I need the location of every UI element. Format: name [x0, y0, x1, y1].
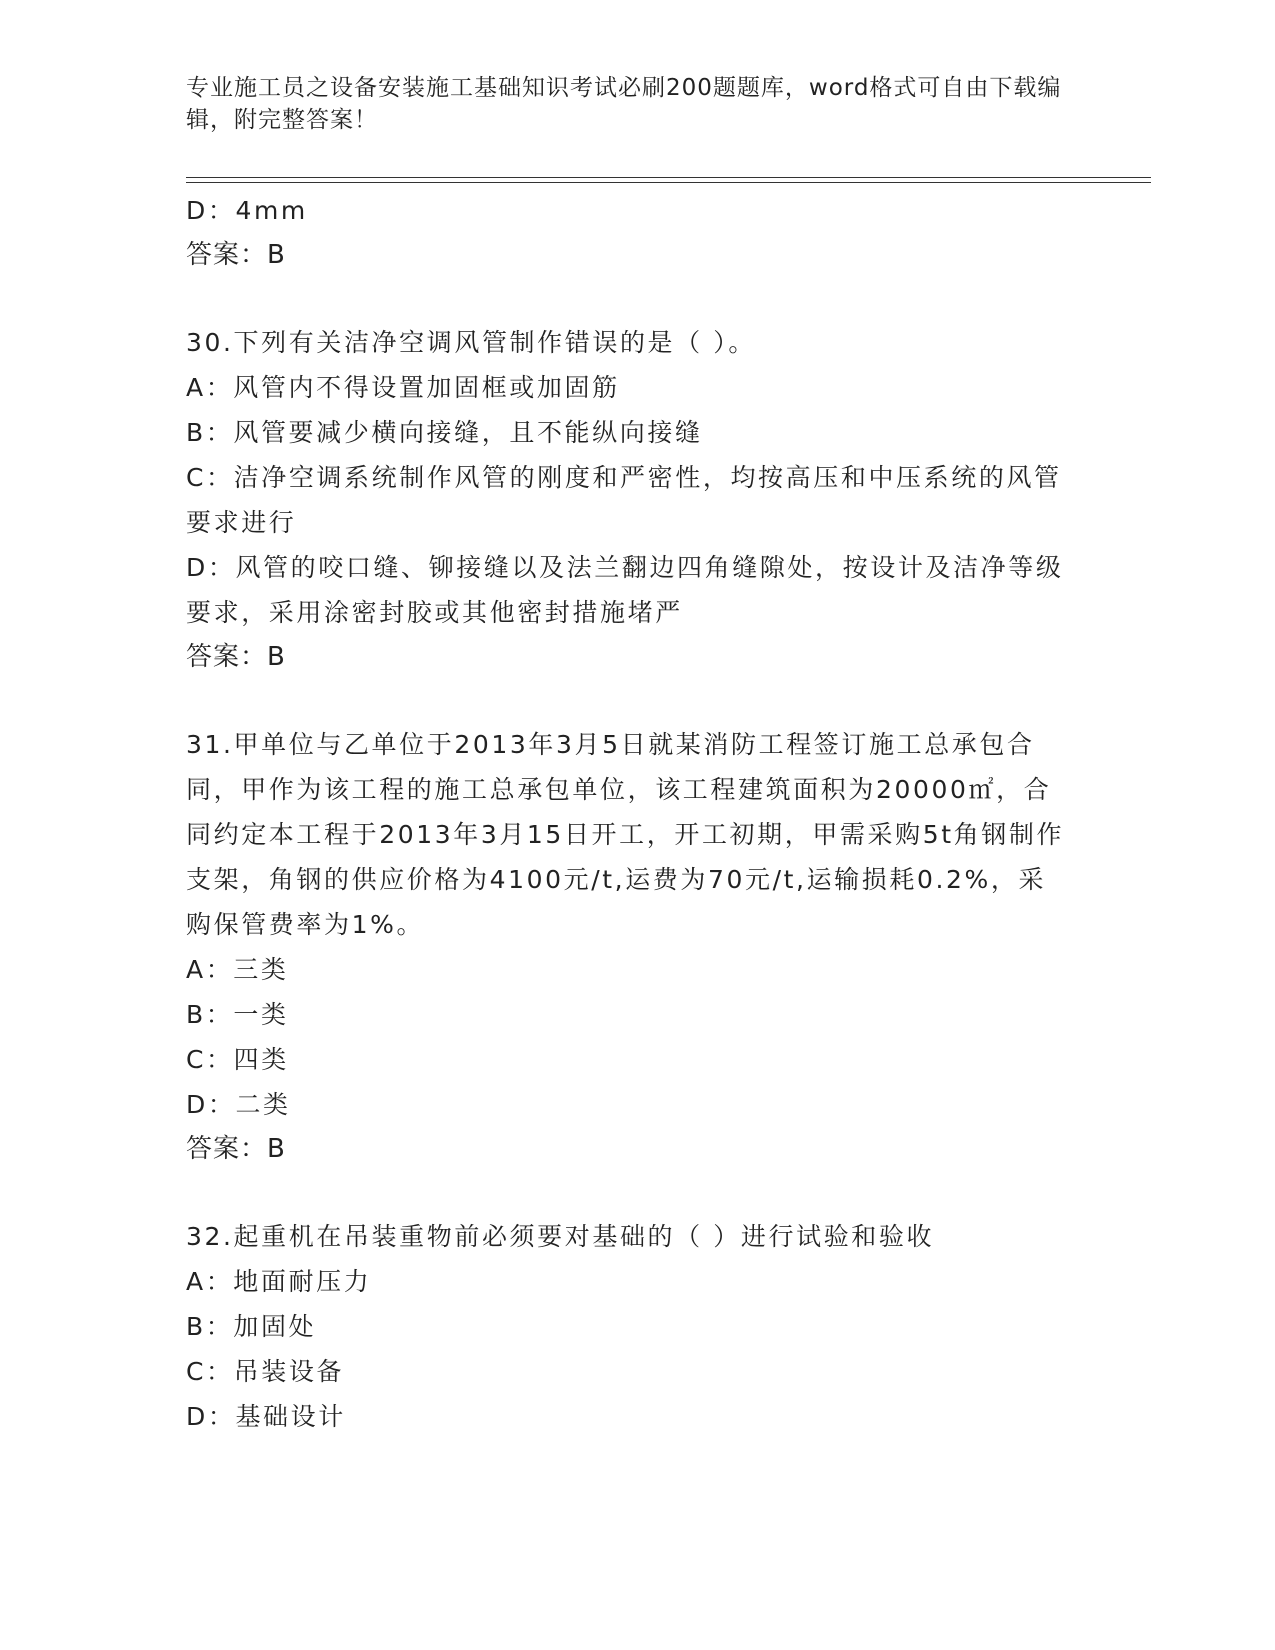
- option-c: C：吊装设备: [186, 1357, 345, 1386]
- header-divider-top: [186, 177, 1151, 178]
- question-stem: 32.起重机在吊装重物前必须要对基础的（ ）进行试验和验收: [186, 1222, 935, 1251]
- answer-label: 答案：B: [186, 642, 286, 672]
- option-a: A：地面耐压力: [186, 1267, 372, 1296]
- option-a: A：风管内不得设置加固框或加固筋: [186, 373, 620, 402]
- answer-label: 答案：B: [186, 240, 286, 270]
- question-30: [186, 320, 1086, 680]
- option-c: C：四类: [186, 1045, 289, 1074]
- option-b: B：一类: [186, 1000, 289, 1029]
- question-32: [186, 1214, 1086, 1439]
- option-d: D：风管的咬口缝、铆接缝以及法兰翻边四角缝隙处，按设计及洁净等级要求，采用涂密封胶或其他密封措施堵严: [186, 553, 1064, 627]
- header-divider-bottom: [186, 182, 1151, 183]
- option-c: C：洁净空调系统制作风管的刚度和严密性，均按高压和中压系统的风管要求进行: [186, 463, 1062, 537]
- question-stem: 30.下列有关洁净空调风管制作错误的是（ ）。: [186, 328, 757, 357]
- option-d: D：4mm: [186, 196, 308, 225]
- option-d: D：基础设计: [186, 1402, 346, 1431]
- question-31: [186, 722, 1086, 1172]
- answer-label: 答案：B: [186, 1134, 286, 1164]
- question-list: [186, 188, 1086, 1439]
- document-header: 专业施工员之设备安装施工基础知识考试必刷200题题库，word格式可自由下载编辑，附完整答案！: [186, 75, 1062, 133]
- option-a: A：三类: [186, 955, 289, 984]
- option-b: B：风管要减少横向接缝，且不能纵向接缝: [186, 418, 703, 447]
- option-d: D：二类: [186, 1090, 291, 1119]
- question-29-tail: [186, 188, 1086, 278]
- option-b: B：加固处: [186, 1312, 317, 1341]
- question-stem: 31.甲单位与乙单位于2013年3月5日就某消防工程签订施工总承包合同，甲作为该工程的施工总承包单位，该工程建筑面积为20000㎡，合同约定本工程于2013年3月15日开工，开工初期，甲需采购5t角钢制作支架，角钢的供应价格为4100元/t,运费为70元/t,运输损耗0.2%，采购保管费率为1%。: [186, 730, 1065, 939]
